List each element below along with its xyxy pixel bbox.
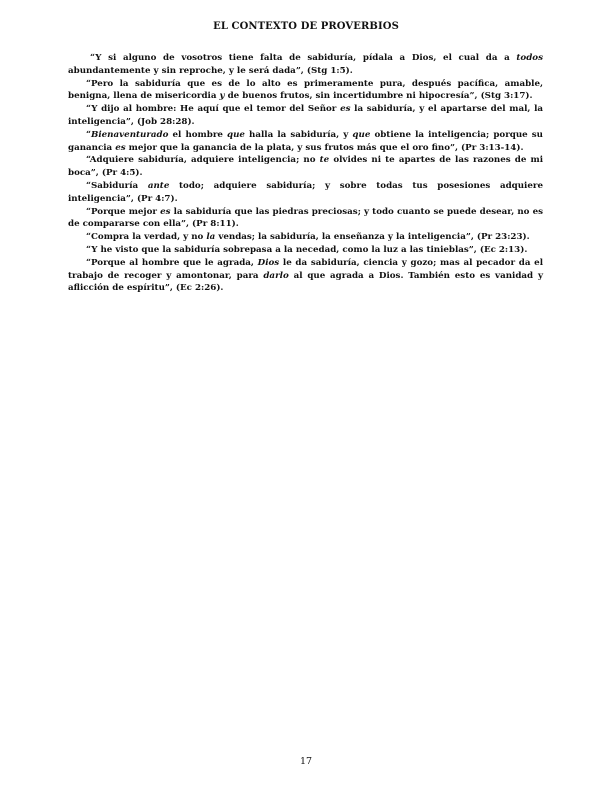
verse-italic-text: Dios — [257, 257, 280, 268]
verse-paragraph — [68, 103, 543, 129]
verse-italic-text: es — [160, 206, 171, 217]
verse-text: de buenos frutos, sin incertidumbre ni hipocresía”, (Stg 3:17). — [224, 91, 533, 102]
verse-text: olvides ni te apartes de las razones de mi boca”, (Pr 4:5). — [68, 155, 543, 179]
verse-text: “Sabiduría — [86, 180, 148, 191]
verse-italic-text: todos — [516, 53, 543, 63]
verse-italic-text: y — [219, 91, 225, 102]
scripture-quotations — [68, 52, 543, 295]
verse-italic-text: que — [352, 129, 371, 140]
verse-text: “Y dijo al hombre: He aquí que el temor del Señor — [86, 104, 341, 115]
verse-text: mejor que la ganancia de la plata, y sus frutos más que el oro fino”, (Pr 3:13-14). — [125, 142, 524, 153]
verse-text: “Adquiere sabiduría, adquiere inteligencia; no — [86, 155, 320, 166]
verse-text: “ — [86, 129, 91, 140]
verse-text: vendas; la sabiduría, la enseñanza y la inteligencia”, (Pr 23:23). — [215, 232, 530, 243]
verse-text: abundantemente y sin reproche, y le será dada”, (Stg 1:5). — [68, 65, 353, 76]
verse-italic-text: es — [340, 104, 351, 115]
verse-text: “Porque al hombre que le agrada, — [86, 257, 258, 268]
verse-paragraph — [68, 231, 543, 244]
verse-text: la sabiduría que las piedras preciosas; y todo cuanto se puede desear, no es de compararse con ella”, (Pr 8:11). — [68, 206, 543, 230]
verse-text: “Y si alguno de vosotros tiene falta de sabiduría, pídala a Dios, el cual da a — [90, 53, 517, 63]
verse-text: “Porque mejor — [86, 206, 161, 217]
verse-text: halla la sabiduría, y — [244, 129, 353, 140]
verse-paragraph — [68, 257, 543, 295]
verse-text: “Pero la sabiduría que es de lo alto es primeramente pura, después pacífica, amable, benigna, llena de misericordia — [68, 78, 543, 102]
verse-italic-text: te — [319, 155, 330, 166]
verse-paragraph — [68, 52, 543, 78]
verse-paragraph — [68, 244, 543, 257]
verse-italic-text: darlo — [263, 270, 289, 281]
verse-paragraph — [68, 78, 543, 104]
verse-paragraph — [68, 154, 543, 180]
verse-text: todo; adquiere sabiduría; y sobre todas tus posesiones adquiere inteligencia”, (Pr 4:7). — [68, 180, 543, 204]
verse-text: “Compra la verdad, y no — [86, 232, 207, 243]
verse-text: la sabiduría, y el apartarse del mal, la inteligencia”, (Job 28:28). — [68, 104, 544, 127]
verse-text: “Y he visto que la sabiduría sobrepasa a la necedad, como la luz a las tinieblas”, (Ec 2:13). — [86, 244, 528, 255]
verse-paragraph — [68, 129, 543, 155]
verse-text: le da sabiduría, ciencia y gozo; mas al pecador da el trabajo de recoger y amontonar, para — [68, 257, 543, 281]
verse-italic-text: es — [115, 142, 126, 153]
verse-italic-text: que — [227, 129, 245, 140]
verse-text: obtiene la inteligencia; porque su ganancia — [68, 129, 543, 153]
verse-paragraph — [68, 206, 543, 232]
verse-italic-text: ante — [147, 180, 170, 191]
verse-italic-text: Bienaventurado — [91, 129, 169, 140]
verse-text: al que agrada a Dios. También esto es vanidad y aflicción de espíritu”, (Ec 2:26). — [68, 270, 543, 294]
verse-paragraph — [68, 180, 543, 206]
page-number: 17 — [299, 756, 313, 767]
verse-text: el hombre — [168, 129, 228, 140]
running-head-title: EL CONTEXTO DE PROVERBIOS — [213, 21, 399, 32]
verse-italic-text: la — [206, 232, 216, 243]
